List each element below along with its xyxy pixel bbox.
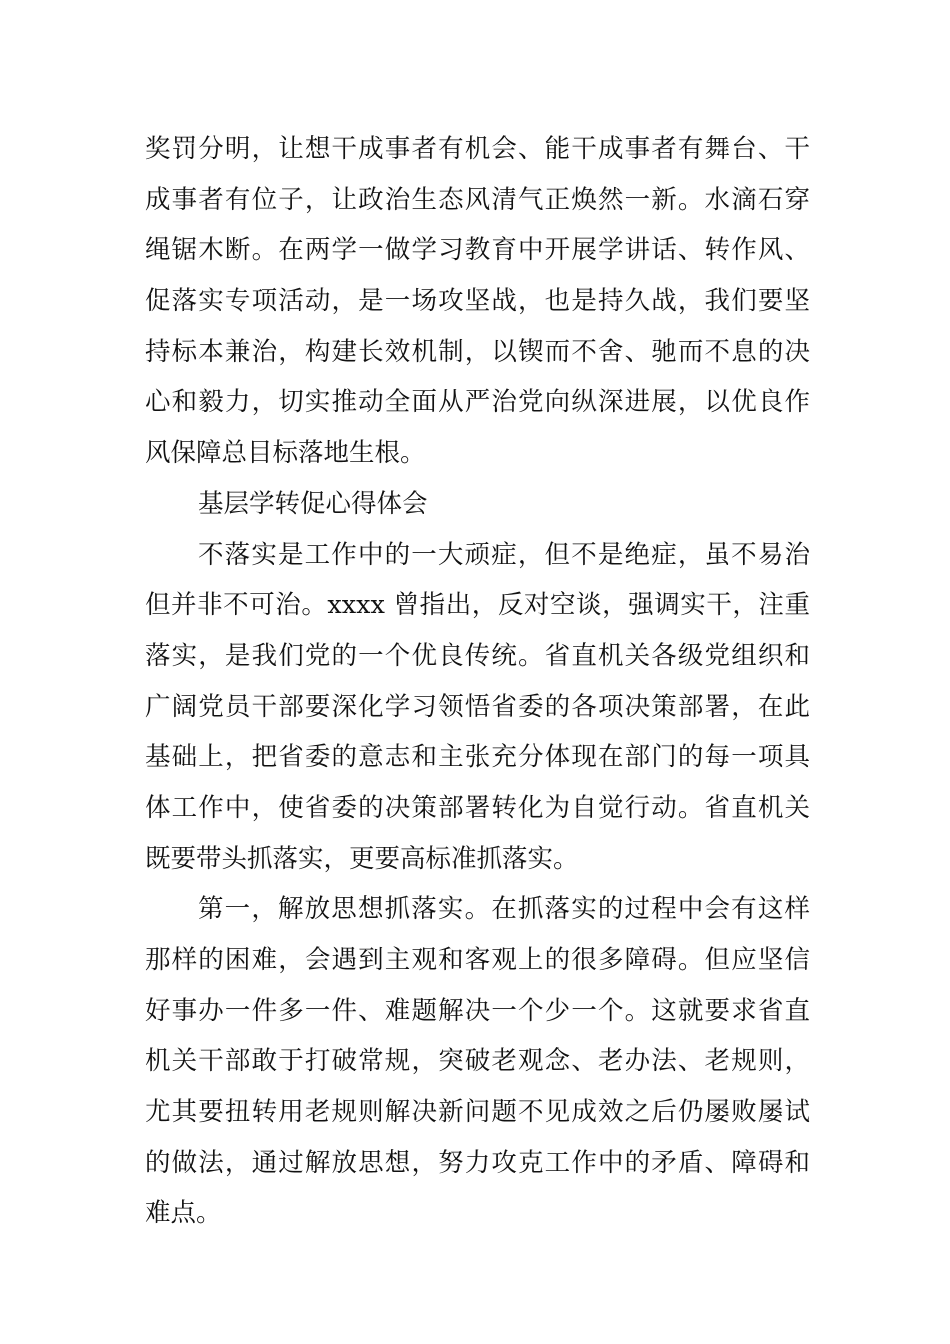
text-line: 风保障总目标落地生根。 — [145, 438, 426, 469]
text-line: 奖罚分明，让想干成事者有机会、能干成事者有舞台、干 — [145, 134, 810, 164]
text-line: 难点。 — [145, 1198, 222, 1229]
text-line: 促落实专项活动，是一场攻坚战，也是持久战，我们要坚 — [145, 286, 810, 317]
text-line: 那样的困难，会遇到主观和客观上的很多障碍。但应坚信 — [145, 945, 810, 975]
text-line: 成事者有位子，让政治生态风清气正焕然一新。水滴石穿 — [145, 184, 810, 215]
section-heading — [145, 479, 810, 530]
text-line: 绳锯木断。在两学一做学习教育中开展学讲话、转作风、 — [145, 235, 810, 266]
text-line: 既要带头抓落实，更要高标准抓落实。 — [145, 843, 579, 874]
text-line: 持标本兼治，构建长效机制，以锲而不舍、驰而不息的决 — [145, 336, 810, 367]
text-line: 体工作中，使省委的决策部署转化为自觉行动。省直机关 — [145, 792, 810, 823]
paragraph-first-point — [145, 884, 810, 1239]
text-line: 机关干部敢于打破常规，突破老观念、老办法、老规则， — [145, 1046, 810, 1077]
text-line: 基础上，把省委的意志和主张充分体现在部门的每一项具 — [145, 742, 810, 773]
text-line: 落实，是我们党的一个优良传统。省直机关各级党组织和 — [145, 640, 810, 671]
text-line: 不落实是工作中的一大顽症，但不是绝症，虽不易治 — [198, 539, 810, 570]
text-line: 尤其要扭转用老规则解决新问题不见成效之后仍屡败屡试 — [145, 1097, 810, 1128]
text-line: 广阔党员干部要深化学习领悟省委的各项决策部署，在此 — [145, 691, 810, 722]
paragraph-intro — [145, 530, 810, 885]
text-line: 第一，解放思想抓落实。在抓落实的过程中会有这样 — [198, 894, 810, 925]
text-line: 的做法，通过解放思想，努力攻克工作中的矛盾、障碍和 — [145, 1147, 810, 1178]
paragraph-continuation — [145, 124, 810, 479]
document-body — [145, 124, 810, 1239]
text-line: 但并非不可治。xxxx 曾指出，反对空谈，强调实干，注重 — [145, 590, 810, 621]
heading-line: 基层学转促心得体会 — [198, 488, 428, 519]
text-line: 心和毅力，切实推动全面从严治党向纵深进展，以优良作 — [145, 387, 810, 418]
text-line: 好事办一件多一件、难题解决一个少一个。这就要求省直 — [145, 995, 810, 1026]
